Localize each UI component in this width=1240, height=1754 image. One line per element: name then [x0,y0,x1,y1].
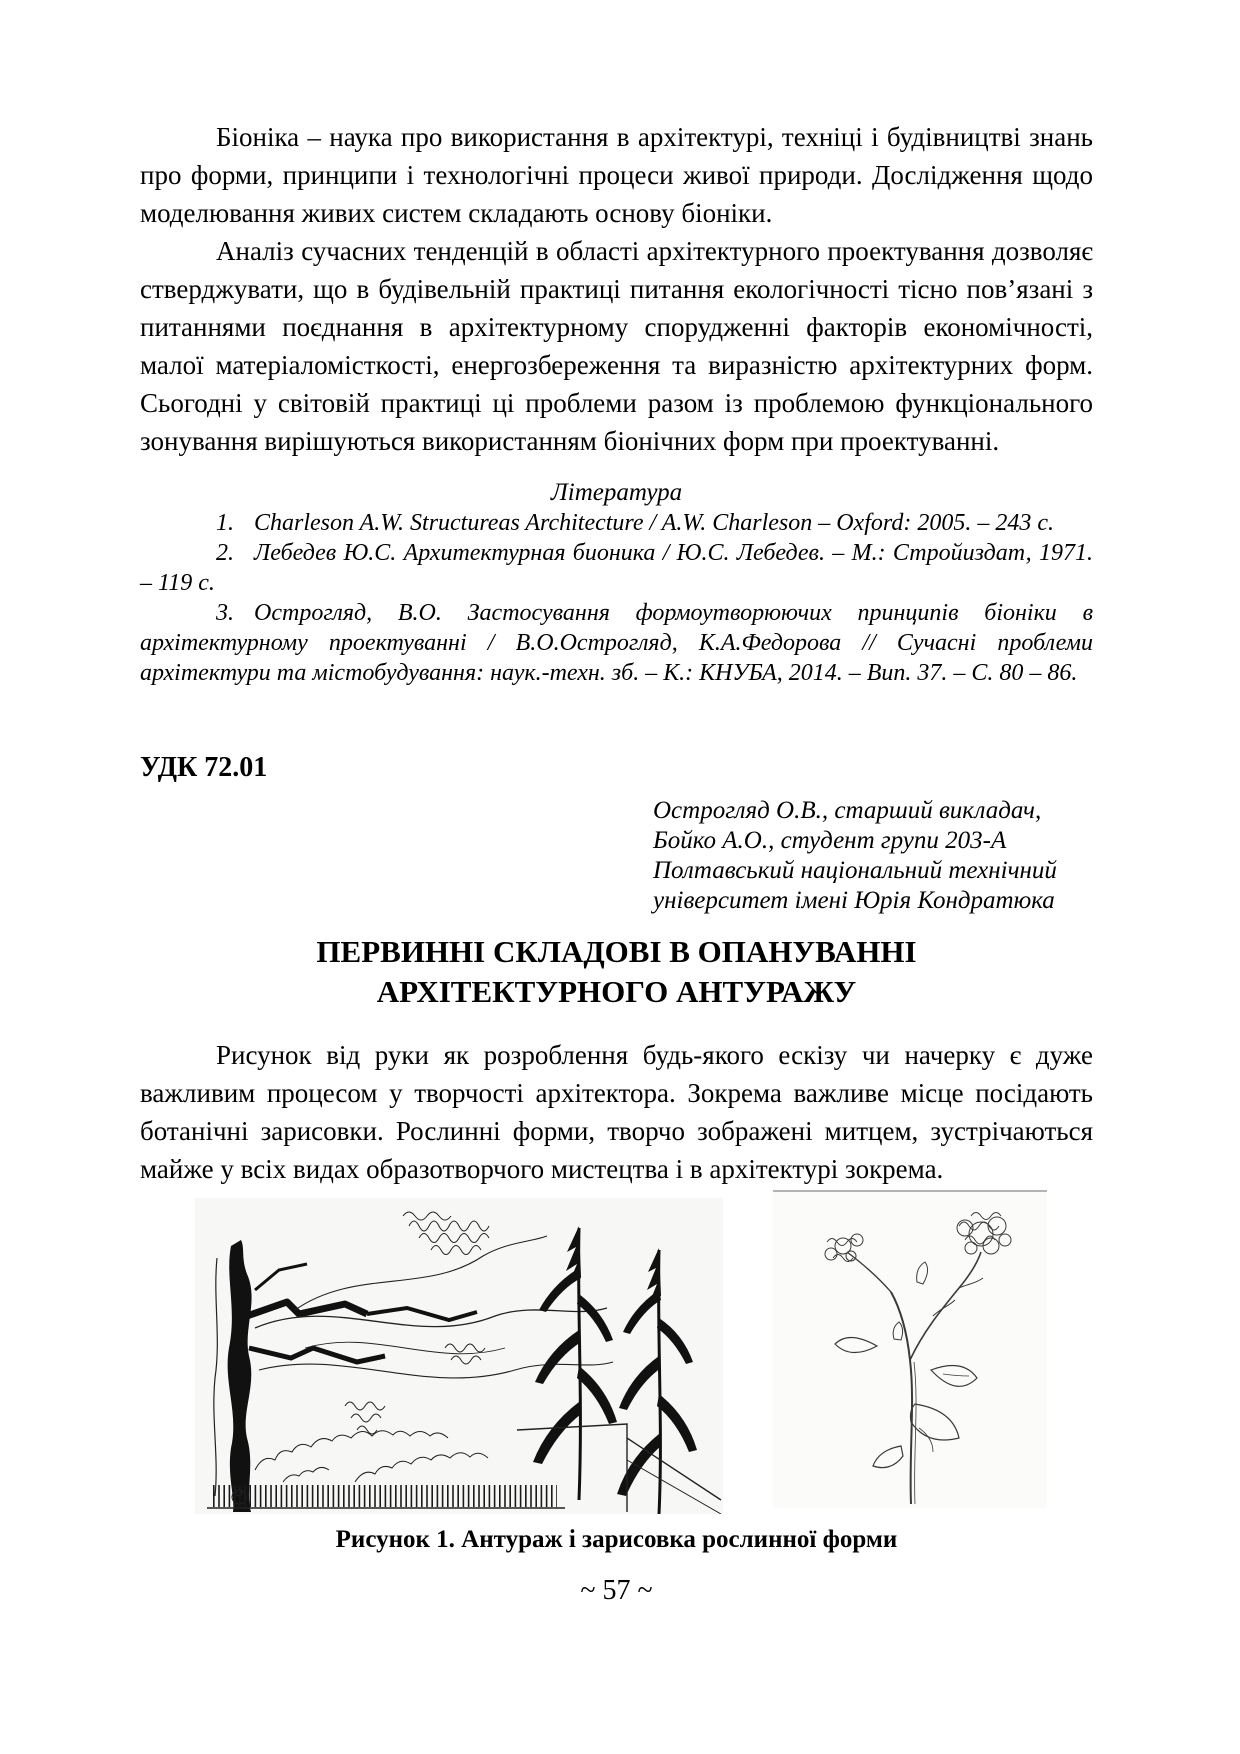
paragraph-sketching: Рисунок від руки як розроблення будь-якого ескізу чи начерку є дуже важливим процесом у творчості архітектора. Зокрема важливе місце посідають ботанічні зарисовки. Рослинні форми, творчо зображені митцем, зустрічаються майже у всіх видах образотворчого мистецтва і в архітектурі зокрема. [140,1040,1093,1184]
article-title-line2: АРХІТЕКТУРНОГО АНТУРАЖУ [376,974,857,1009]
reference-text: Лебедев Ю.С. Архитектурная бионика / Ю.С. Лебедев. – М.: Стройиздат, 1971. – 119 с. [140,540,1093,596]
reference-item-3 [140,598,1093,688]
antourage-sketch-svg [195,1198,723,1514]
page-number: ~ 57 ~ [580,1575,653,1606]
author-line-1: Острогляд О.В., старший викладач, [653,797,1042,824]
paragraph-bionics: Біоніка – наука про використання в архітектурі, техніці і будівництві знань про форми, принципи і технологічні процеси живої природи. Дослідження щодо моделювання живих систем складають основу біоніки. [140,122,1093,228]
affiliation-line-2: університет імені Юрія Кондратюка [653,887,1055,914]
reference-item-1 [140,508,1093,538]
reference-item-2 [140,538,1093,598]
reference-number: 1. [216,510,234,536]
udc-code: УДК 72.01 [140,752,268,783]
reference-text: Острогляд, В.О. Застосування формоутворюючих принципів біоніки в архітектурному проектуванні / В.О.Острогляд, К.А.Федорова // Сучасні проблеми архітектури та містобудування: наук.-техн. зб. – К.: КНУБА, 2014. – Вип. 37. – С. 80 – 86. [140,600,1093,686]
reference-text: Charleson A.W. Structureas Architecture / A.W. Charleson – Oxford: 2005. – 243 с. [254,510,1054,536]
plant-sketch-image [773,1190,1047,1508]
antourage-sketch-image [195,1198,723,1514]
paragraph-analysis: Аналіз сучасних тенденцій в області архітектурного проектування дозволяє стверджувати, що в будівельній практиці питання екологічності тісно пов’язані з питаннями поєднання в архітектурному спорудженні факторів економічності, малої матеріаломісткості, енергозбереження та виразністю архітектурних форм. Сьогодні у світовій практиці ці проблеми разом із проблемою функціонального зонування вирішуються використанням біонічних форм при проектуванні. [140,236,1093,456]
article-title-line1: ПЕРВИННІ СКЛАДОВІ В ОПАНУВАННІ [316,934,917,969]
affiliation-line-1: Полтавський національний технічний [653,857,1057,884]
author-block [653,796,1093,916]
figure-caption: Рисунок 1. Антураж і зарисовка рослинної форми [335,1526,898,1553]
article-title [140,932,1093,1012]
literature-heading: Література [550,479,683,506]
figure-1 [140,1190,1093,1514]
author-line-2: Бойко А.О., студент групи 203-А [653,827,1007,854]
reference-number: 3. [216,600,234,626]
plant-sketch-svg [773,1192,1047,1508]
reference-number: 2. [216,540,234,566]
